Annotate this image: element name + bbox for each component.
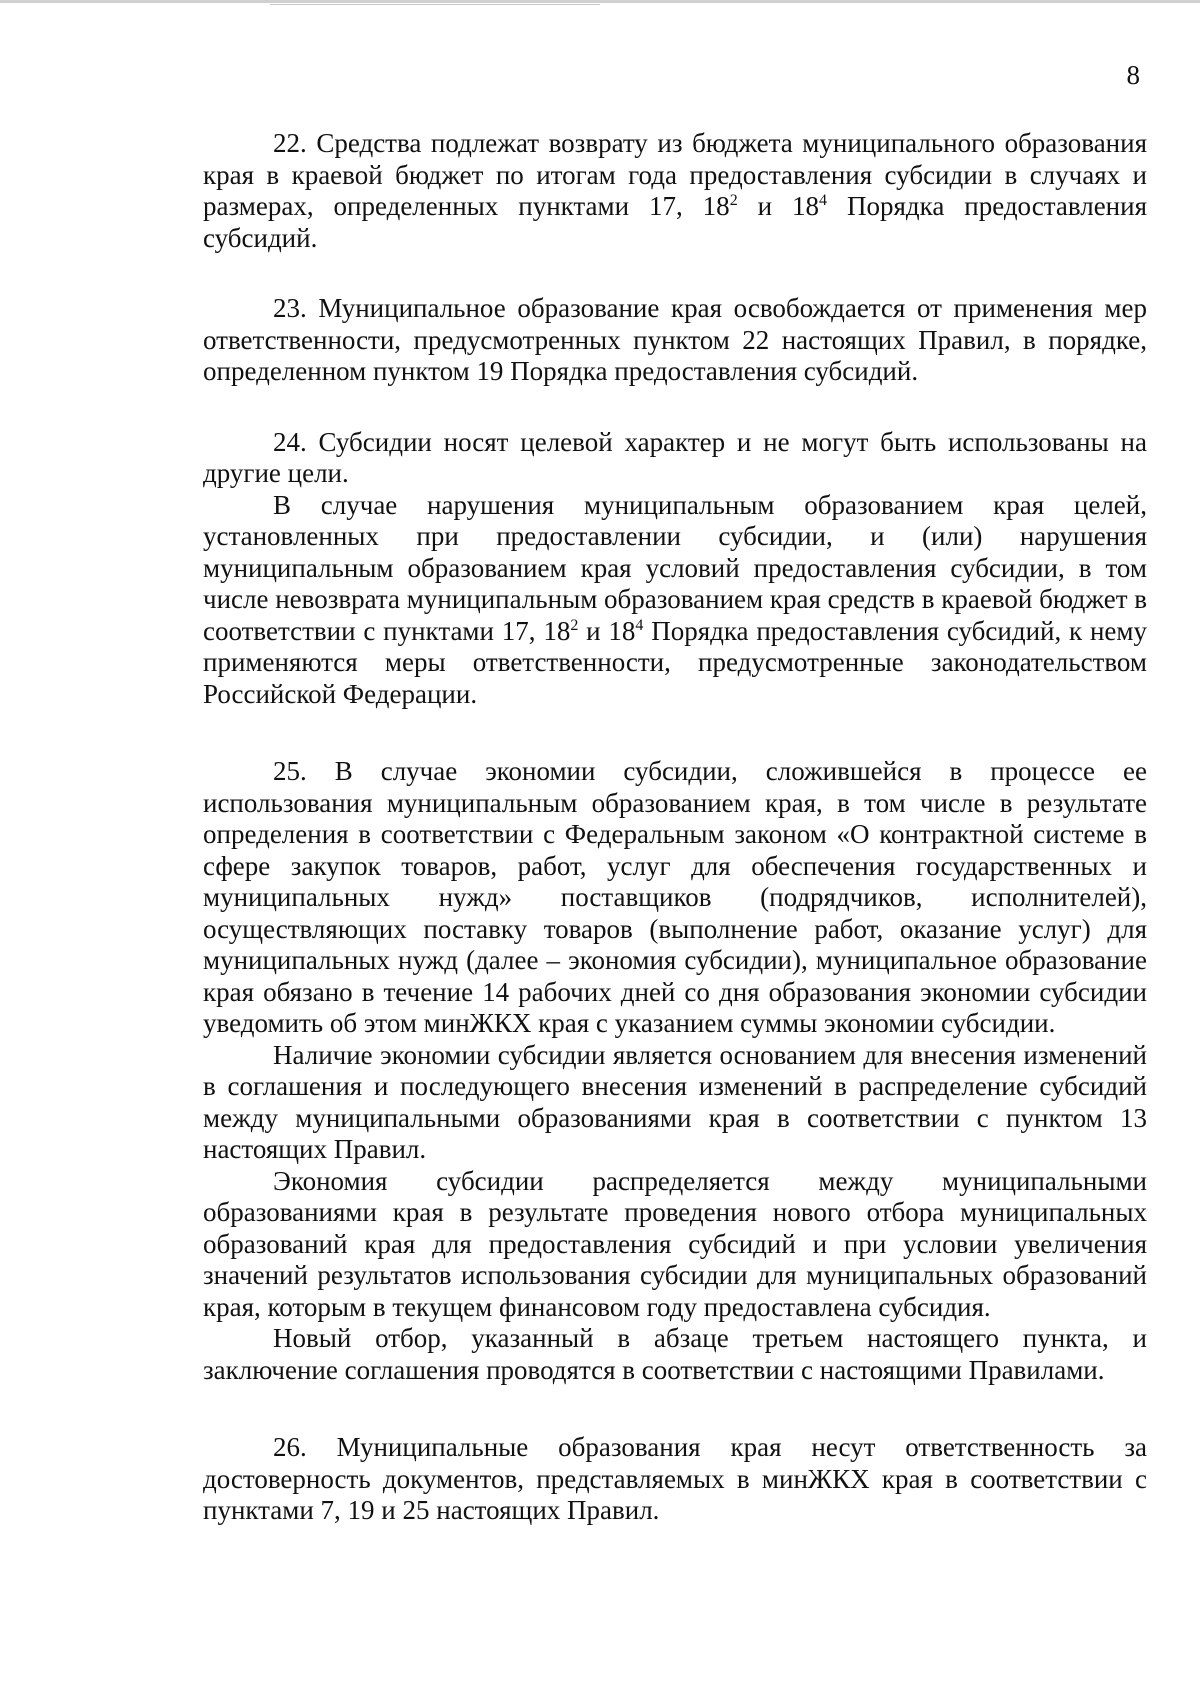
paragraph [203, 1432, 1147, 1527]
text-run: 22. Средства подлежат возврату из бюджета муниципального образования края в краевой бюджет по итогам года предоставления субсидии в случаях и размерах, определенных пунктами 17, 18 [203, 128, 1147, 221]
section-1 [203, 128, 1147, 254]
superscript: 4 [635, 616, 644, 634]
text-run: Порядка предоставления субсидий. [203, 191, 1147, 253]
section-gap [203, 388, 1147, 427]
text-run: 23. Муниципальное образование края освобождается от применения мер ответственности, предусмотренных пунктом 22 настоящих Правил, в порядке, определенном пунктом 19 Порядка предоставления субсидий. [203, 293, 1147, 386]
section-gap [203, 710, 1147, 756]
scan-edge [0, 0, 1200, 3]
section-gap [203, 1386, 1147, 1432]
section-gap [203, 254, 1147, 293]
text-run: 25. В случае экономии субсидии, сложившейся в процессе ее использования муниципальным образованием края, в том числе в результате определения в соответствии с Федеральным законом «О контрактной системе в сфере закупок товаров, работ, услуг для обеспечения государственных и муниципальных нужд» поставщиков (подрядчиков, исполнителей), осуществляющих поставку товаров (выполнение работ, оказание услуг) для муниципальных нужд (далее – экономия субсидии), муниципальное образование края обязано в течение 14 рабочих дней со дня образования экономии субсидии уведомить об этом минЖКХ края с указанием суммы экономии субсидии. [203, 756, 1147, 1038]
superscript: 4 [819, 192, 828, 209]
text-run: 26. Муниципальные образования края несут ответственность за достоверность документов, представляемых в минЖКХ края в соответствии с пунктами 7, 19 и 25 настоящих Правил. [203, 1432, 1147, 1525]
paragraph [203, 1166, 1147, 1324]
page-number: 8 [1126, 60, 1140, 90]
paragraph [203, 293, 1147, 388]
paragraph [203, 427, 1147, 490]
paragraph [203, 756, 1147, 1040]
text-run: Экономия субсидии распределяется между муниципальными образованиями края в результате проведения нового отбора муниципальных образований края для предоставления субсидий и при условии увеличения значений результатов использования субсидии для муниципальных образований края, которым в текущем финансовом году предоставлена субсидия. [203, 1165, 1147, 1322]
paragraph [203, 1323, 1147, 1386]
section-5 [203, 1432, 1147, 1527]
section-2 [203, 293, 1147, 388]
paragraph [203, 128, 1147, 254]
paragraph [203, 1040, 1147, 1166]
paragraph [203, 490, 1147, 711]
superscript: 2 [729, 192, 738, 209]
text-run: и 18 [737, 191, 820, 221]
scan-artifact-line [270, 4, 600, 5]
section-4 [203, 756, 1147, 1386]
text-run: В случае нарушения муниципальным образованием края целей, установленных при предоставлении субсидии, и (или) нарушения муниципальным образованием края условий предоставления субсидии, в том числе невозврата муниципальным образованием края средств в краевой бюджет в соответствии с пунктами 17, 18 [203, 489, 1147, 646]
superscript: 2 [570, 616, 579, 634]
text-run: Порядка предоставления субсидий, к нему применяются меры ответственности, предусмотренные законодательством Российской Федерации. [203, 615, 1147, 709]
text-run: Наличие экономии субсидии является основанием для внесения изменений в соглашения и последующего внесения изменений в распределение субсидий между муниципальными образованиями края в соответствии с пунктом 13 настоящих Правил. [203, 1039, 1147, 1164]
text-run: и 18 [578, 615, 636, 646]
text-run: Новый отбор, указанный в абзаце третьем настоящего пункта, и заключение соглашения проводятся в соответствии с настоящими Правилами. [203, 1323, 1147, 1385]
document-body [203, 128, 1147, 1527]
section-3 [203, 427, 1147, 711]
text-run: 24. Субсидии носят целевой характер и не могут быть использованы на другие цели. [203, 426, 1147, 488]
